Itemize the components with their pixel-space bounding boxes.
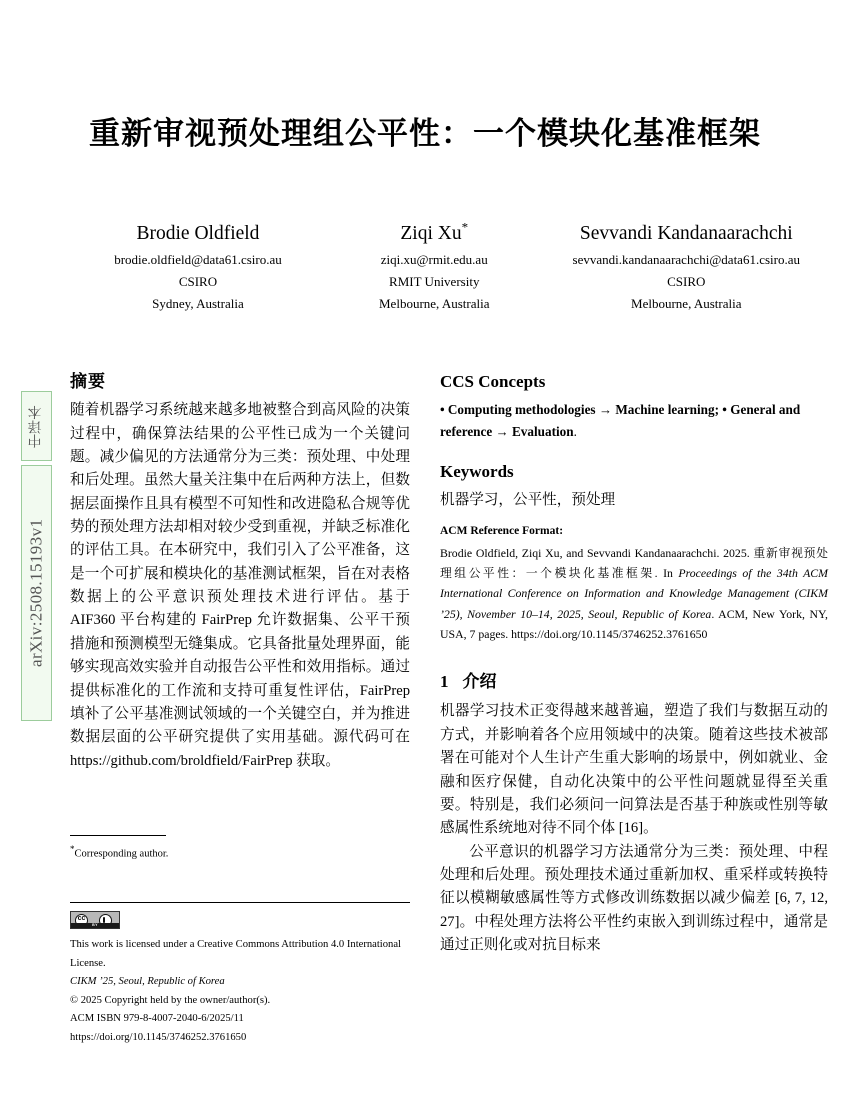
keywords-body: 机器学习，公平性，预处理 — [440, 491, 616, 508]
author-name — [328, 221, 541, 246]
ccs-concepts-heading: CCS Concepts — [440, 372, 546, 391]
cc-circle-icon: cc — [75, 914, 88, 927]
acm-ref-italic: Proceedings of the 34th ACM International Conference on Information and Knowledge Management (CIKM ’25), November 10–14, 2025, Seoul, Republic of Korea — [440, 565, 828, 621]
author-email[interactable]: brodie.oldfield@data61.csiro.au — [114, 252, 282, 268]
author-location: Sydney, Australia — [152, 295, 244, 311]
license-isbn: ACM ISBN 979-8-4007-2040-6/2025/11 — [70, 1013, 244, 1025]
keywords-heading: Keywords — [440, 462, 514, 482]
license-copyright: © 2025 Copyright held by the owner/author(s). — [70, 994, 271, 1006]
acm-reference-body — [440, 543, 828, 644]
introduction-paragraph-2: 公平意识的机器学习方法通常分为三类：预处理、中程处理和后处理。预处理技术通过重新加权、重采样或转换特征以模糊敏感属性等方式修改训练数据以减少偏差 [6, 7, 12, 27]。中程处理方法将公平性约束嵌入到训练过程中，通常是通过正则化或对抗目标来 — [440, 843, 828, 953]
footnote — [70, 843, 410, 862]
author-name-text: Brodie Oldfield — [136, 223, 260, 244]
creative-commons-badge-icon — [70, 911, 120, 929]
by-label: BY — [71, 923, 119, 928]
author-name-text: Sevvandi Kandanaarachchi — [579, 223, 793, 244]
license-venue: CIKM ’25, Seoul, Republic of Korea — [70, 976, 225, 988]
ccs-period: . — [573, 423, 577, 439]
author-affiliation: CSIRO — [667, 273, 706, 289]
license-doi[interactable]: https://doi.org/10.1145/3746252.3761650 — [70, 1031, 247, 1043]
acm-reference-heading: ACM Reference Format: — [440, 525, 564, 538]
right-column — [440, 372, 828, 957]
acm-ref-part2: . ACM, New York, NY, USA, 7 pages. https://doi.org/10.1145/3746252.3761650 — [440, 606, 828, 641]
license-statement: This work is licensed under a Creative Commons Attribution 4.0 International License. — [70, 939, 401, 969]
abstract-body: 随着机器学习系统越来越多地被整合到高风险的决策过程中，确保算法结果的公平性已成为一个关键问题。减少偏见的方法通常分为三类：预处理、中处理和后处理。虽然大量关注集中在后两种方法上，但数据层面操作且具有模型不可知性和改进隐私合规等优势的预处理方法却相对较少受到重视，并缺乏标准化的评估工具。在本研究中，我们引入了公平准备，这是一个可扩展和模块化的基准测试框架，旨在对表格数据上的公平意识预处理技术进行评估。基于 AIF360 平台构建的 FairPrep 允许数据集、公平干预措施和预测模型无缝集成。它具备批量处理界面，能够实现高效实验并自动报告公平性和效用指标。通过提供标准化的工作流和支持可重复性评估，FairPrep 填补了公平基准测试领域的一个关键空白，并为推进数据层面的公平研究提供了实用基础。源代码可在 https://github.com/broldfield/FairPrep 获取。 — [70, 402, 410, 769]
arxiv-id-label: arXiv:2508.15193v1 — [21, 465, 52, 721]
author-entry — [543, 221, 830, 314]
author-email[interactable]: ziqi.xu@rmit.edu.au — [380, 252, 488, 268]
license-block — [70, 936, 410, 1047]
author-entry — [70, 221, 326, 314]
license-rule — [70, 902, 410, 903]
ccs-line-2: General and reference → Evaluation — [440, 402, 801, 439]
author-location: Melbourne, Australia — [379, 295, 490, 311]
introduction-heading — [440, 672, 828, 692]
translation-tag: 中译本 — [21, 391, 52, 461]
footnote-text: Corresponding author. — [74, 848, 169, 860]
left-column — [70, 372, 410, 1047]
acm-ref-part1: Brodie Oldfield, Ziqi Xu, and Sevvandi Kandanaarachchi. 2025. 重新审视预处理组公平性：一个模块化基准框架. In — [440, 545, 828, 580]
section-title: 介绍 — [462, 672, 497, 692]
author-name-text: Ziqi Xu — [400, 223, 462, 244]
footnote-marker: * — [70, 843, 75, 854]
author-affiliation: CSIRO — [178, 273, 218, 289]
footnote-rule — [70, 835, 166, 836]
author-email[interactable]: sevvandi.kandanaarachchi@data61.csiro.au — [572, 252, 800, 268]
author-star: * — [461, 219, 469, 235]
author-name — [72, 221, 324, 246]
author-location: Melbourne, Australia — [631, 295, 742, 311]
arxiv-stamp — [21, 389, 52, 721]
ccs-line-1: • Computing methodologies → Machine learning; — [440, 402, 719, 418]
author-name — [545, 221, 828, 246]
introduction-paragraph-1: 机器学习技术正变得越来越普遍，塑造了我们与数据互动的方式，并影响着各个应用领域中的决策。随着这些技术被部署在可能对个人生计产生重大影响的场景中，例如就业、金融和医疗保健，自动化决策中的公平性问题就显得至关重要。特别是，我们必须问一问算法是否基于种族或性别等敏感属性系统地对待不同个体 [16]。 — [440, 703, 828, 837]
section-number: 1 — [440, 672, 449, 692]
page-title: 重新审视预处理组公平性：一个模块化基准框架 — [89, 116, 761, 151]
author-affiliation: RMIT University — [389, 273, 480, 289]
author-block — [70, 221, 830, 314]
ccs-bullet-2: • — [722, 402, 727, 418]
author-entry — [326, 221, 543, 314]
ccs-concepts-body — [440, 399, 828, 442]
abstract-heading: 摘要 — [70, 372, 106, 391]
